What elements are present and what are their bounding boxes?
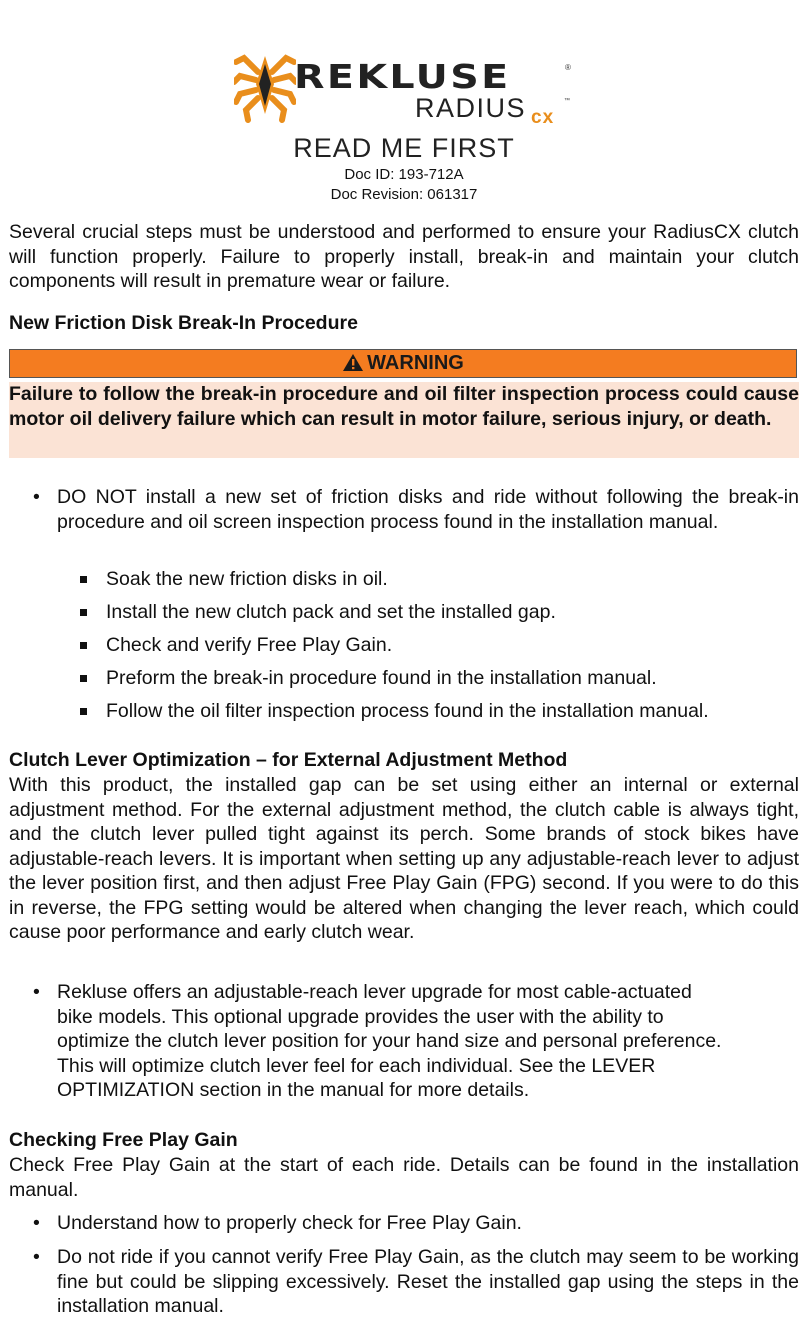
- step-text: Follow the oil filter inspection process found in the installation manual.: [106, 700, 709, 722]
- rekluse-radius-cx-logo: [234, 44, 574, 128]
- lever-paragraph: With this product, the installed gap can be set using either an internal or external adjustment method. For the external adjustment method, the clutch cable is always tight, and the clutch lever pulled tight against its perch. Some brands of stock bikes have adjustable-reach levers. It is important when setting up any adjustable-reach lever to adjust the lever position first, and then adjust Free Play Gain (FPG) second. If you were to do this in reverse, the FPG setting would be altered when changing the lever reach, which could cause poor performance and early clutch wear.: [9, 774, 799, 943]
- break-in-heading: New Friction Disk Break-In Procedure: [9, 312, 358, 334]
- logo-trademark: ™: [564, 98, 570, 104]
- step-text: Check and verify Free Play Gain.: [106, 634, 393, 656]
- warning-bar: [9, 349, 797, 378]
- logo-registered-mark: ®: [565, 63, 571, 72]
- fpg-bullet-text: Do not ride if you cannot verify Free Play Gain, as the clutch may seem to be working fine but could be slipping excessively. Reset the installed gap using the steps in the installation manual.: [57, 1246, 799, 1317]
- step-text: Soak the new friction disks in oil.: [106, 568, 388, 590]
- break-in-bullet-text: DO NOT install a new set of friction disks and ride without following the break-in procedure and oil screen inspection process found in the installation manual.: [57, 486, 799, 533]
- doc-id: Doc ID: 193-712A: [344, 166, 464, 183]
- logo-brand-text: REKLUSE: [294, 57, 511, 96]
- warning-label: WARNING: [367, 352, 464, 374]
- logo-product-text: RADIUS: [415, 93, 527, 123]
- step-text: Install the new clutch pack and set the installed gap.: [106, 601, 556, 623]
- fpg-bullet-text: Understand how to properly check for Free Play Gain.: [57, 1212, 522, 1234]
- bullet-icon: •: [33, 1246, 40, 1268]
- bullet-icon: •: [33, 486, 40, 508]
- square-bullet-icon: [80, 708, 87, 715]
- logo-product-suffix: cx: [531, 107, 555, 128]
- doc-revision: Doc Revision: 061317: [330, 186, 478, 203]
- step-text: Preform the break-in procedure found in the installation manual.: [106, 667, 657, 689]
- fpg-paragraph: Check Free Play Gain at the start of each ride. Details can be found in the installation manual.: [9, 1154, 799, 1201]
- square-bullet-icon: [80, 675, 87, 682]
- lever-bullet-text: Rekluse offers an adjustable-reach lever upgrade for most cable-actuated bike models. This optional upgrade provides the user with the ability to optimize the clutch lever position for your hand size and personal preference. This will optimize clutch lever feel for each individual. See the LEVER OPTIMIZATION section in the manual for more details.: [57, 981, 722, 1101]
- document-title: READ ME FIRST: [293, 133, 515, 163]
- square-bullet-icon: [80, 609, 87, 616]
- square-bullet-icon: [80, 642, 87, 649]
- warning-text: Failure to follow the break-in procedure and oil filter inspection process could cause motor oil delivery failure which can result in motor failure, serious injury, or death.: [9, 382, 799, 458]
- warning-triangle-icon: [342, 353, 364, 372]
- square-bullet-icon: [80, 576, 87, 583]
- bullet-icon: •: [33, 981, 40, 1003]
- fpg-heading: Checking Free Play Gain: [9, 1129, 238, 1151]
- lever-heading: Clutch Lever Optimization – for External Adjustment Method: [9, 749, 568, 771]
- bullet-icon: •: [33, 1212, 40, 1234]
- intro-paragraph: Several crucial steps must be understood and performed to ensure your RadiusCX clutch will function properly. Failure to properly install, break-in and maintain your clutch components will result in premature wear or failure.: [9, 221, 799, 292]
- spider-logo-icon: [234, 44, 296, 124]
